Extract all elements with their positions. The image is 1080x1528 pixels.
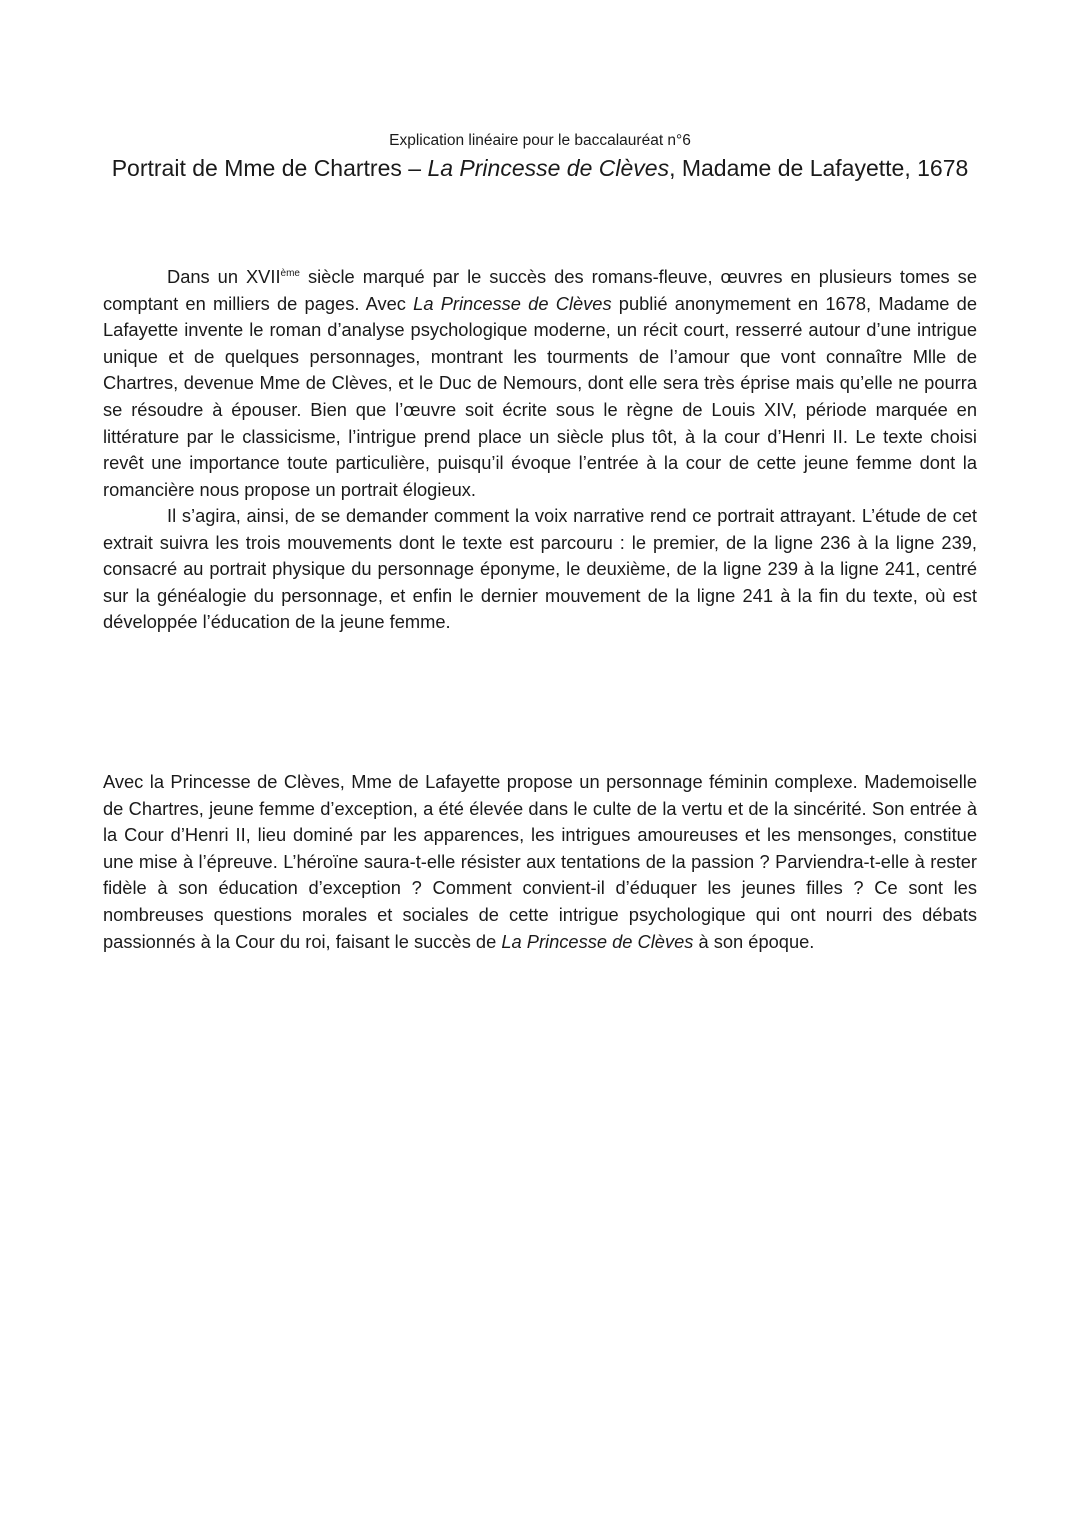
title-text: Portrait de Mme de Chartres – bbox=[111, 155, 428, 181]
title-author-year: , Madame de Lafayette, 1678 bbox=[669, 155, 969, 181]
intro-text-start: Dans un XVII bbox=[167, 266, 281, 287]
document-subtitle: Explication linéaire pour le baccalauréat n°6 bbox=[389, 132, 691, 149]
conclusion-paragraph bbox=[103, 769, 977, 955]
intro-text-middle: siècle marqué par le succès des romans-fleuve, œuvres en plusieurs tomes se comptant en milliers de pages. Avec bbox=[103, 266, 977, 314]
intro-paragraph bbox=[103, 264, 977, 503]
conclusion-work-name: La Princesse de Clèves bbox=[501, 930, 694, 952]
document-title bbox=[0, 153, 1080, 183]
intro-work-name: La Princesse de Clèves bbox=[413, 292, 612, 314]
century-superscript: ème bbox=[280, 268, 300, 279]
conclusion-text-end: à son époque. bbox=[693, 930, 815, 952]
title-work-name: La Princesse de Clèves bbox=[427, 155, 670, 181]
conclusion-text-start: Avec la Princesse de Clèves, Mme de Lafayette propose un personnage féminin complexe. Mademoiselle de Chartres, jeune femme d’exception, a été élevée dans le culte de la vertu et de la sincérité. Son entrée à la Cour d’Henri II, lieu dominé par les apparences, les intrigues amoureuses et les mensonges, constitue une mise à l’épreuve. L’héroïne saura-t-elle résister aux tentations de la passion ? Parviendra-t-elle à rester fidèle à son éducation d’exception ? Comment convient-il d’éduquer les jeunes filles ? Ce sont les nombreuses questions morales et sociales de cette intrigue psychologique qui ont nourri des débats passionnés à la Cour du roi, faisant le succès de bbox=[103, 771, 977, 952]
intro-text-end: publié anonymement en 1678, Madame de Lafayette invente le roman d’analyse psychologique moderne, un récit court, resserré autour d’une intrigue unique et de quelques personnages, montrant les tourments de l’amour que vont connaître Mlle de Chartres, devenue Mme de Clèves, et le Duc de Nemours, dont elle sera très éprise mais qu’elle ne pourra se résoudre à épouser. Bien que l’œuvre soit écrite sous le règne de Louis XIV, période marquée en littérature par le classicisme, l’intrigue prend place un siècle plus tôt, à la cour d’Henri II. Le texte choisi revêt une importance toute particulière, puisqu’il évoque l’entrée à la cour de cette jeune femme dont la romancière nous propose un portrait élogieux. bbox=[103, 292, 977, 500]
problematic-paragraph: Il s’agira, ainsi, de se demander comment la voix narrative rend ce portrait attrayant. L’étude de cet extrait suivra les trois mouvements dont le texte est parcouru : le premier, de la ligne 236 à la ligne 239, consacré au portrait physique du personnage éponyme, le deuxième, de la ligne 239 à la ligne 241, centré sur la généalogie du personnage, et enfin le dernier mouvement de la ligne 241 à la fin du texte, où est développée l’éducation de la jeune femme. bbox=[103, 505, 977, 633]
